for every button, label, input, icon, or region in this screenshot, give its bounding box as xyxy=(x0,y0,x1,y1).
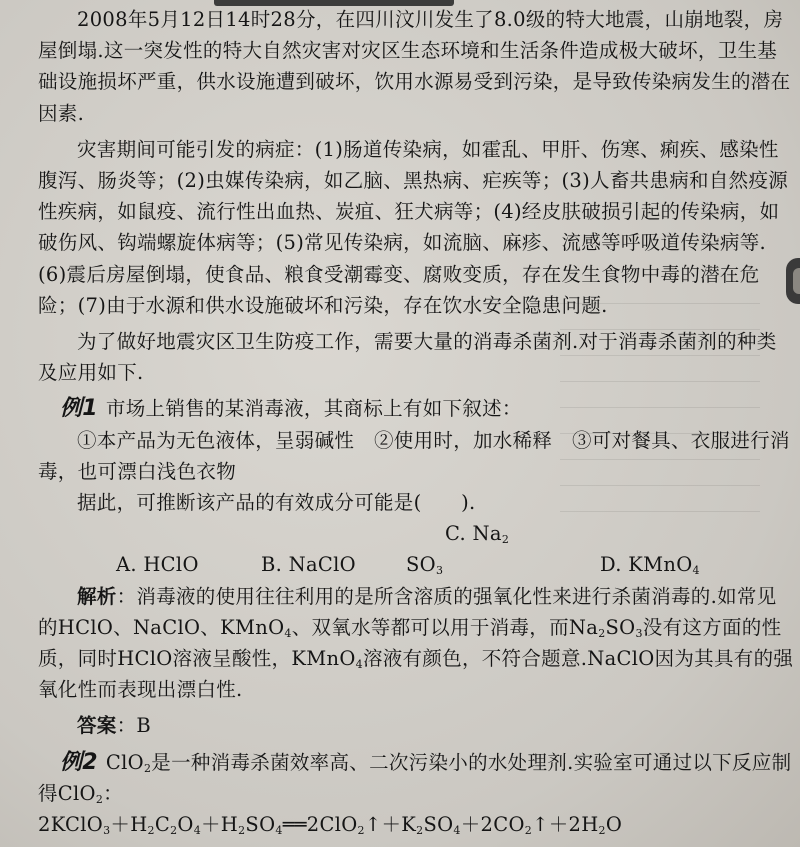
example-2-equation: $2KClO_3+H_2C_2O_4+H_2SO_4══2ClO_2↑+K_2SO_4+2CO_2↑+2H_2O$ xyxy=(38,813,623,838)
example-1-analysis: 解析：消毒液的使用往往利用的是所含溶质的强氧化性来进行杀菌消毒的.如常见的HClO、NaClO、KMnO$_4$、双氧水等都可以用于消毒，而$Na_2SO_3$没有这方面的性质，同时HClO溶液呈酸性，KMnO$_4$溶液有颜色，不符合题意.NaClO因为其具有的强氧化性而表现出漂白性. xyxy=(38,584,794,702)
answer-value: ：B xyxy=(116,714,152,738)
example-2-label: 例2 xyxy=(60,749,98,775)
example-1-label: 例1 xyxy=(60,396,98,422)
paragraph-disinfectants: 为了做好地震灾区卫生防疫工作，需要大量的消毒杀菌剂.对于消毒杀菌剂的种类及应用如下. xyxy=(38,330,777,385)
example-1-choices xyxy=(38,518,794,580)
example-2-stem: 例2 ClO$_2$是一种消毒杀菌效率高、二次污染小的水处理剂.实验室可通过以下反应制得ClO$_2$： xyxy=(38,749,792,806)
choice-a: A. HClO xyxy=(116,553,199,577)
paragraph-intro: 2008年5月12日14时28分，在四川汶川发生了8.0级的特大地震，山崩地裂，房屋倒塌.这一突发性的特大自然灾害对灾区生态环境和生活条件造成极大破坏，卫生基础设施损坏严重，供水设施遭到破坏，饮用水源易受到污染，是导致传染病发生的潜在因素. xyxy=(38,8,791,125)
choice-c: C. $Na_2SO_3$ xyxy=(406,522,510,578)
analysis-label: 解析 xyxy=(77,584,117,608)
document-body xyxy=(38,4,794,840)
choice-b: B. NaClO xyxy=(261,553,356,577)
choice-d: D. KMnO$_4$ xyxy=(600,553,700,578)
example-1-properties: ①本产品为无色液体，呈弱碱性 ②使用时，加水稀释 ③可对餐具、衣服进行消毒，也可漂白浅色衣物 xyxy=(38,428,790,483)
paragraph-diseases: 灾害期间可能引发的病症：(1)肠道传染病，如霍乱、甲肝、伤寒、痢疾、感染性腹泻、肠炎等；(2)虫媒传染病，如乙脑、黑热病、疟疾等；(3)人畜共患病和自然疫源性疾病，如鼠疫、流行性出血热、炭疽、狂犬病等；(4)经皮肤破损引起的传染病，如破伤风、钩端螺旋体病等；(5)常见传染病，如流脑、麻疹、流感等呼吸道传染病等.(6)震后房屋倒塌，使食品、粮食受潮霉变、腐败变质，存在发生食物中毒的潜在危险；(7)由于水源和供水设施破坏和污染，存在饮水安全隐患问题. xyxy=(38,137,789,317)
example-1-question: 据此，可推断该产品的有效成分可能是( ). xyxy=(77,491,476,515)
example-1-stem: 例1 市场上销售的某消毒液，其商标上有如下叙述： xyxy=(60,396,522,422)
answer-label: 答案 xyxy=(77,714,117,738)
example-1-answer xyxy=(38,710,794,741)
